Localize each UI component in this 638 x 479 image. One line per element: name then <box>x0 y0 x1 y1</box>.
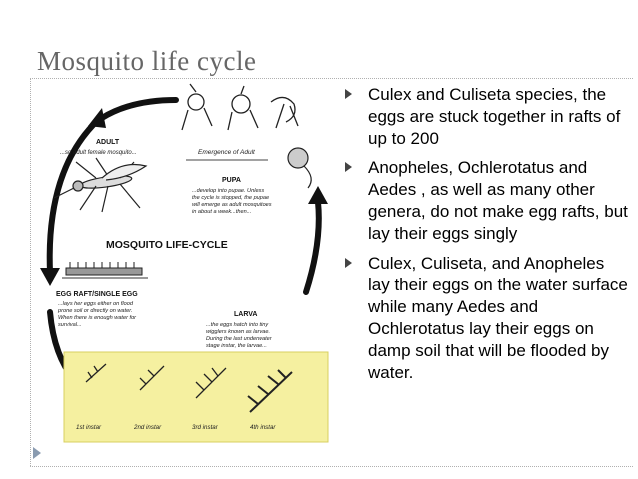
pupa-sketch <box>288 148 311 188</box>
adult-text: ...so adult female mosquito... <box>60 150 137 156</box>
arrow-larva-to-pupa <box>306 202 319 292</box>
larva-line: During the last underwater <box>206 336 272 342</box>
egg-line: When there is enough water for <box>58 315 137 321</box>
larva-line: ...the eggs hatch into tiny <box>206 322 269 328</box>
left-border <box>30 78 31 466</box>
instar-label-1: 1st instar <box>76 424 102 431</box>
bottom-border <box>30 466 633 467</box>
larva-line: stage instar, the larvae... <box>206 343 267 349</box>
egg-line: ...lays her eggs either on flood <box>58 301 133 307</box>
bullet-item <box>339 157 629 244</box>
bullet-marker-icon <box>345 258 352 268</box>
pupa-line: in about a week...then... <box>192 209 252 215</box>
bullet-text: Anopheles, Ochlerotatus and Aedes , as well as many other genera, do not make egg rafts, but lay their eggs singly <box>368 158 628 243</box>
arrowhead-adult-to-egg <box>40 268 60 286</box>
bullet-marker-icon <box>345 89 352 99</box>
pupa-heading: PUPA <box>222 177 241 184</box>
adult-heading: ADULT <box>96 139 120 146</box>
bullet-text: Culex and Culiseta species, the eggs are stuck together in rafts of up to 200 <box>368 85 621 148</box>
egg-raft-sketch <box>62 262 148 278</box>
instar-label-2: 2nd instar <box>134 424 162 431</box>
bullet-item <box>339 84 629 149</box>
arrow-pupa-to-adult <box>102 100 176 118</box>
pupa-text <box>192 188 273 215</box>
slide-title: Mosquito life cycle <box>37 46 257 76</box>
bullet-text: Culex, Culiseta, and Anopheles lay their eggs on the water surface while many Aedes and Ochlerotatus lay their eggs on damp soil that will be flooded by water. <box>368 253 628 382</box>
instar-label-4: 4th instar <box>250 424 276 431</box>
diagram-center-title: MOSQUITO LIFE-CYCLE <box>106 239 228 251</box>
egg-line: prone soil or directly on water. <box>58 308 133 314</box>
egg-heading: EGG RAFT/SINGLE EGG <box>56 291 138 298</box>
arrowhead-larva-to-pupa <box>308 186 328 204</box>
title-divider <box>30 78 633 79</box>
egg-line: survival... <box>58 322 82 328</box>
bullet-list <box>339 84 629 391</box>
emergence-label: Emergence of Adult <box>198 149 255 156</box>
larva-heading: LARVA <box>234 311 258 318</box>
larva-line: wigglers known as larvae. <box>206 329 271 335</box>
mosquito-lifecycle-diagram <box>36 82 336 454</box>
pupa-line: ...develop into pupae. Unless <box>192 188 265 194</box>
bullet-item <box>339 253 629 384</box>
larva-text <box>206 322 273 349</box>
pupa-line: the cycle is stopped, the pupae <box>192 195 270 201</box>
egg-text <box>57 301 138 328</box>
emergence-sketches <box>182 84 298 130</box>
pupa-line: will emerge as adult mosquitoes <box>192 202 272 208</box>
instar-label-3: 3rd instar <box>192 424 218 431</box>
arrowhead-pupa-to-adult <box>88 108 106 128</box>
bullet-marker-icon <box>345 162 352 172</box>
